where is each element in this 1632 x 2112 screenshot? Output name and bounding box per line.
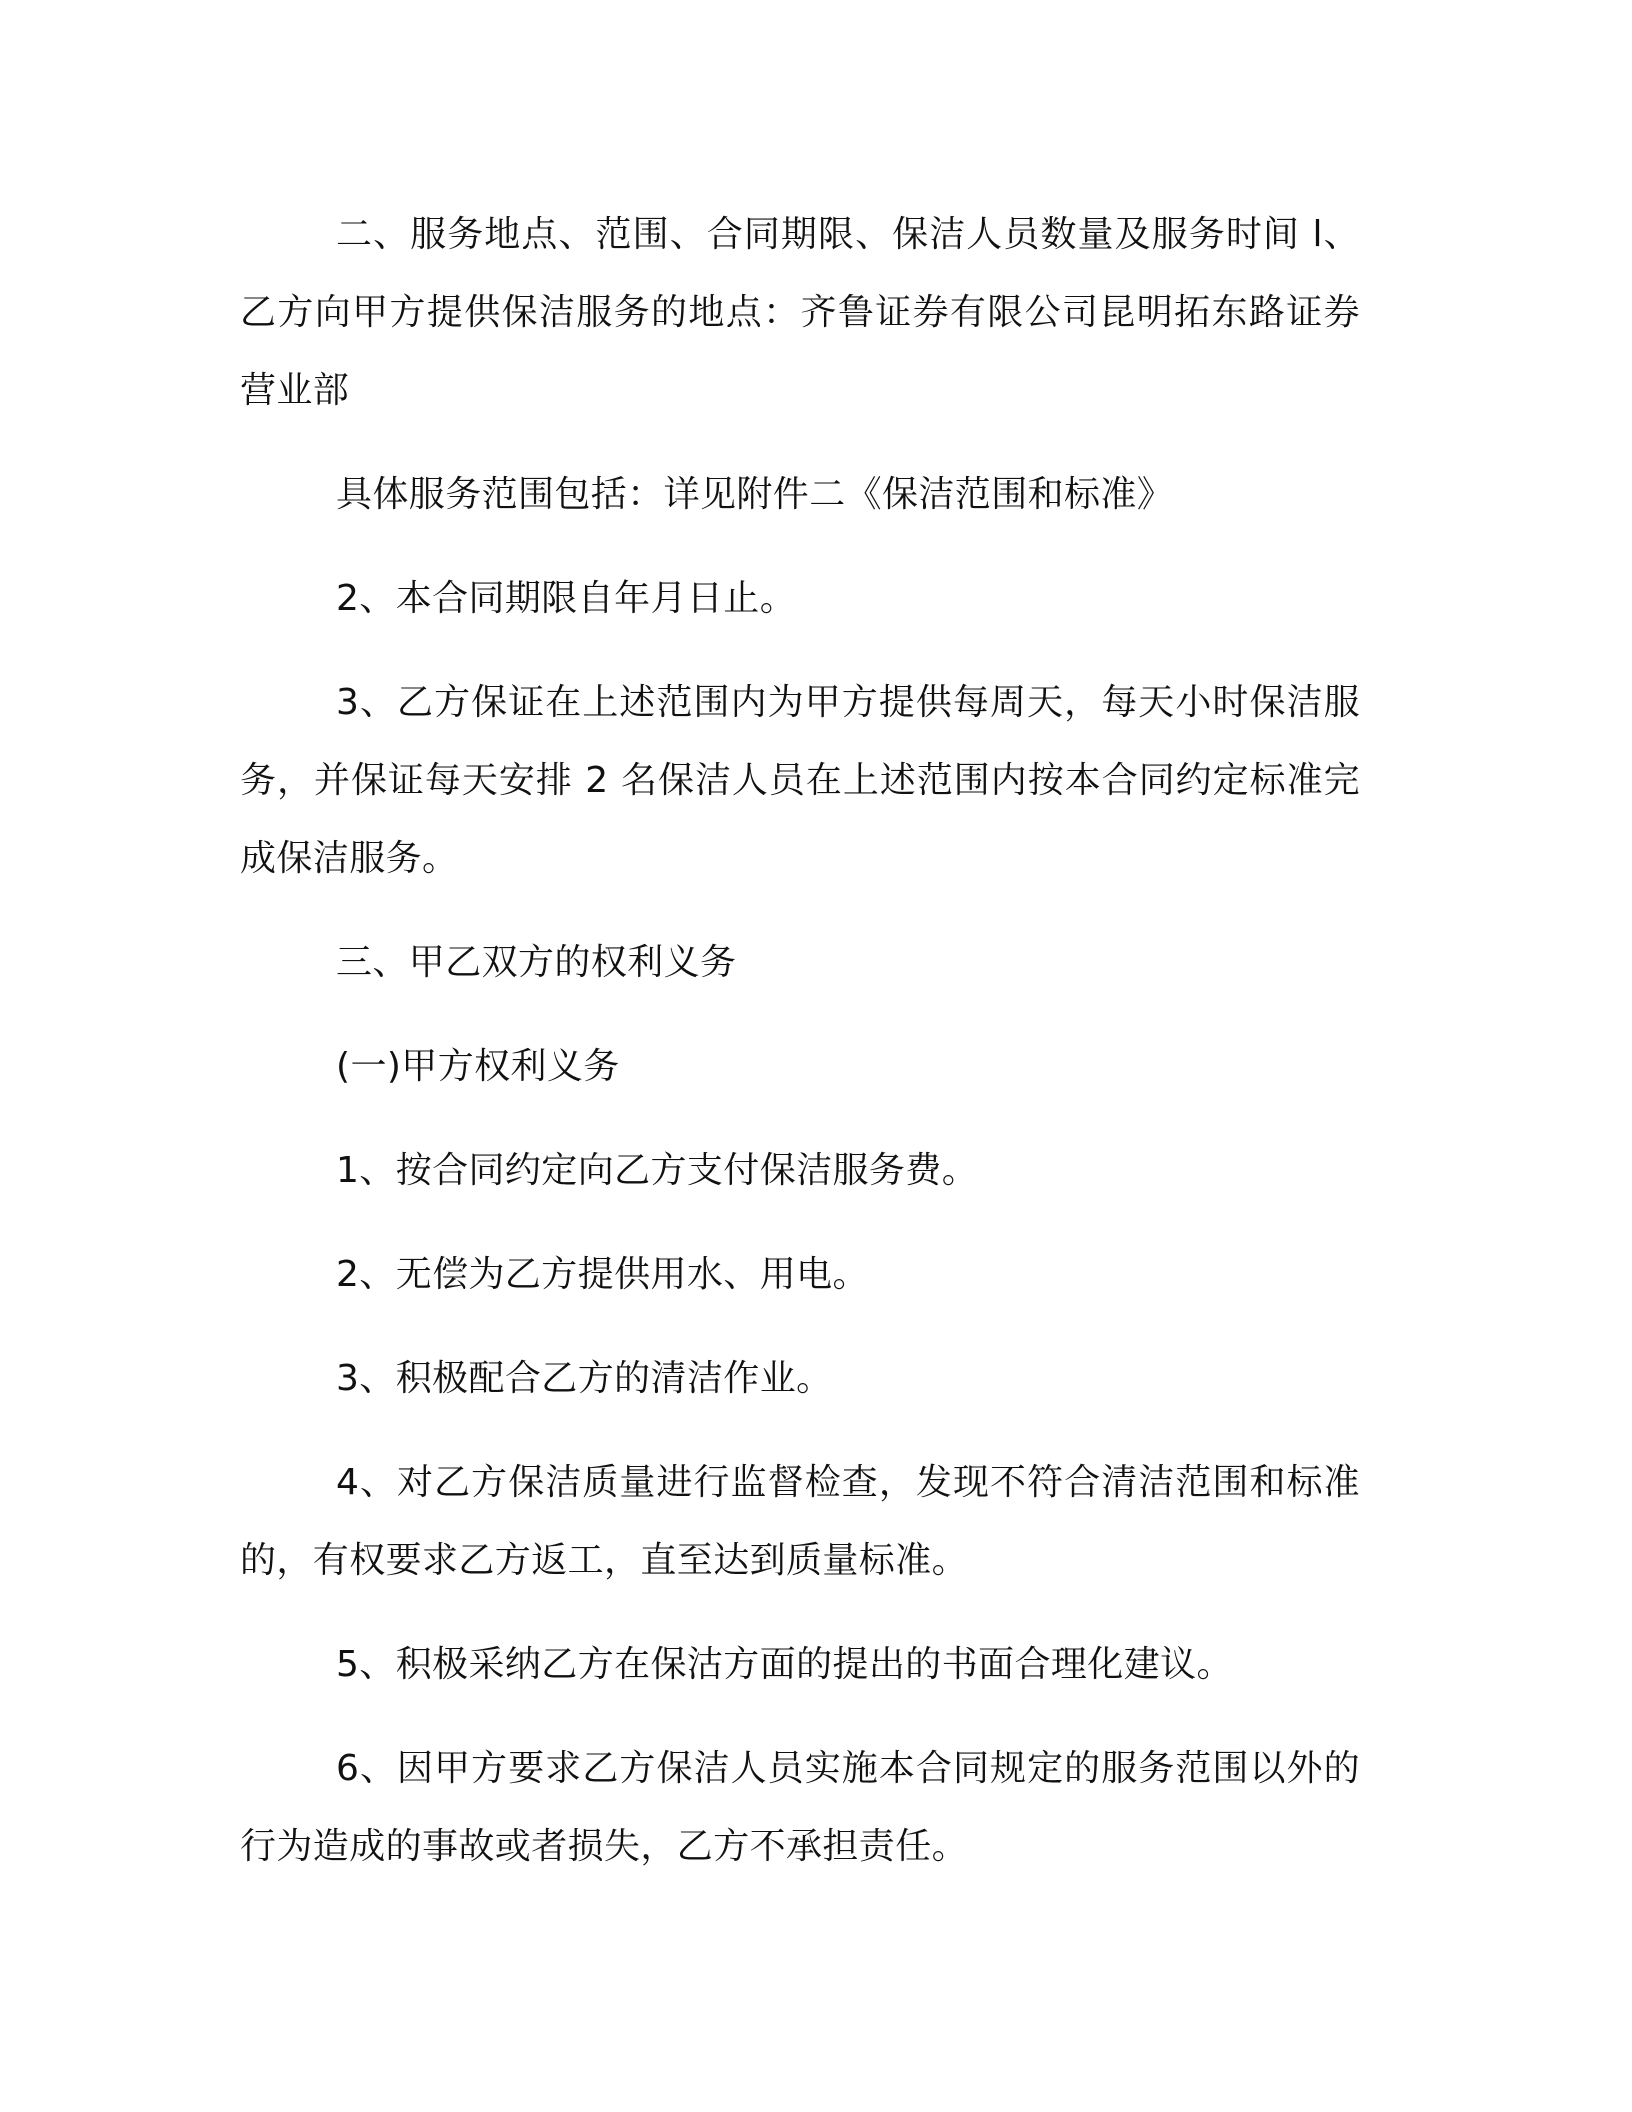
paragraph-item-4: 4、对乙方保洁质量进行监督检查，发现不符合清洁范围和标准的，有权要求乙方返工，直至达到质量标准。: [240, 1462, 1360, 1581]
paragraph-service-scope: 具体服务范围包括：详见附件二《保洁范围和标准》: [336, 474, 1174, 515]
paragraph-item-1: 1、按合同约定向乙方支付保洁服务费。: [336, 1150, 979, 1191]
subsection-heading-party-a: (一)甲方权利义务: [336, 1046, 620, 1087]
paragraph-item-6: 6、因甲方要求乙方保洁人员实施本合同规定的服务范围以外的行为造成的事故或者损失，乙方不承担责任。: [240, 1748, 1360, 1867]
paragraph-service-location: 二、服务地点、范围、合同期限、保洁人员数量及服务时间 l、乙方向甲方提供保洁服务的地点：齐鲁证券有限公司昆明拓东路证券营业部: [240, 214, 1360, 411]
paragraph-service-guarantee: 3、乙方保证在上述范围内为甲方提供每周天，每天小时保洁服务，并保证每天安排 2 名保洁人员在上述范围内按本合同约定标准完成保洁服务。: [240, 682, 1360, 879]
paragraph-item-5: 5、积极采纳乙方在保沽方面的提出的书面合理化建议。: [336, 1644, 1233, 1685]
paragraph-item-2: 2、无偿为乙方提供用水、用电。: [336, 1254, 869, 1295]
paragraph-item-3: 3、积极配合乙方的清洁作业。: [336, 1358, 833, 1399]
section-heading-rights-obligations: 三、甲乙双方的权利义务: [336, 942, 737, 983]
paragraph-contract-term: 2、本合同期限自年月日止。: [336, 578, 797, 619]
document-body: [240, 196, 1360, 1912]
